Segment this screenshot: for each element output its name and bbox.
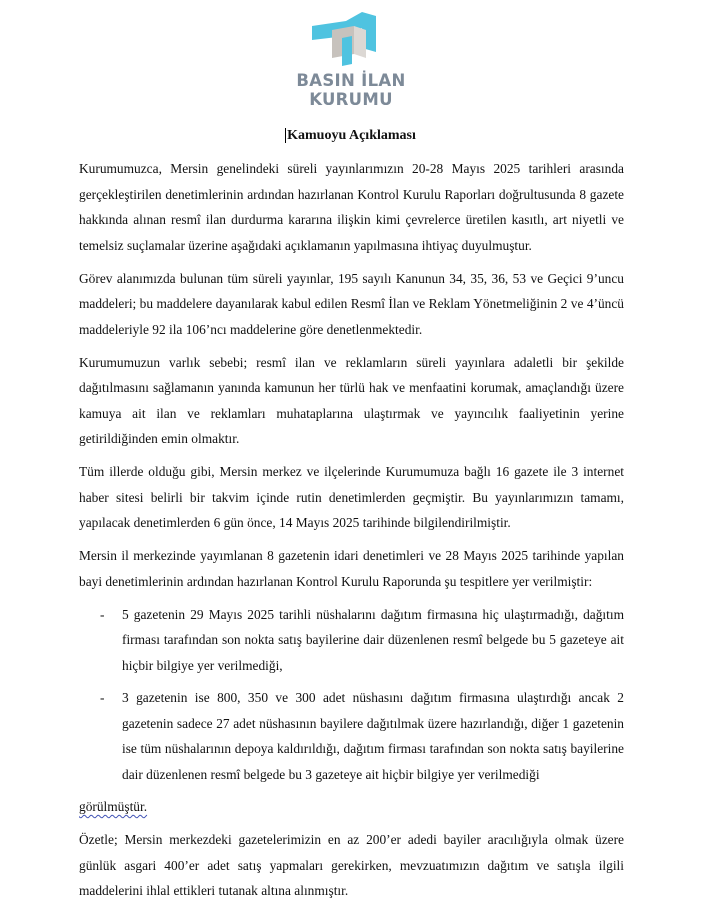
- paragraph-purpose: Kurumumuzun varlık sebebi; resmî ilan ve reklamların süreli yayınlara adaletli bir şekilde dağıtılmasını sağlamanın yanında kamunun her türlü hak ve menfaatini korumak, amaçlandığı üzere kamuya ait ilan ve reklamları muhataplarına ulaştırmak ve yayıncılık faaliyetinin yerine getirildiğinden emin olmaktır.: [79, 354, 624, 446]
- logo-text-line1: BASIN İLAN: [296, 71, 406, 90]
- paragraph-observed: [79, 794, 624, 820]
- paragraph-intro: Kurumumuzca, Mersin genelindeki süreli yayınlarımızın 20-28 Mayıs 2025 tarihleri arasında gerçekleştirilen denetimlerinin ardından hazırlanan Kontrol Kurulu Raporları doğrultusunda 8 gazete hakkında alınan resmî ilan durdurma kararına ilişkin kimi çevrelerce üretilen kasıtlı, art niyetli ve temelsiz suçlamalar üzerine aşağıdaki açıklamanın yapılmasına ihtiyaç duyulmuştur.: [79, 161, 624, 253]
- spellcheck-flagged-word[interactable]: görülmüştür.: [79, 799, 148, 814]
- paragraph-inspections: Tüm illerde olduğu gibi, Mersin merkez ve ilçelerinde Kurumumuza bağlı 16 gazete ile 3 internet haber sitesi belirli bir takvim içinde rutin denetimlerden geçmiştir. Bu yayınlarımızın tamamı, yapılacak denetimlerden 6 gün önce, 14 Mayıs 2025 tarihinde bilgilendirilmiştir.: [79, 464, 624, 530]
- logo-book-icon: [304, 8, 398, 68]
- paragraph-findings-intro: Mersin il merkezinde yayımlanan 8 gazetenin idari denetimleri ve 28 Mayıs 2025 tarihinde yapılan bayi denetimlerinin ardından hazırlanan Kontrol Kurulu Raporunda şu tespitlere yer verilmiştir:: [79, 548, 624, 589]
- document-title: [0, 128, 701, 144]
- list-dash: -: [100, 690, 105, 705]
- logo-text-line2: KURUMU: [309, 90, 393, 109]
- basin-ilan-kurumu-logo: [296, 8, 406, 114]
- list-item: [79, 602, 624, 679]
- list-item-text: 5 gazetenin 29 Mayıs 2025 tarihli nüshalarını dağıtım firmasına hiç ulaştırmadığı, dağıtım firması tarafından son nokta satış bayilerine dair düzenlenen resmî belgede bu 5 gazeteye ait hiçbir bilgiye yer verilmediği,: [122, 606, 624, 673]
- list-item: [79, 685, 624, 787]
- list-item-text: 3 gazetenin ise 800, 350 ve 300 adet nüshasını dağıtım firmasına ulaştırdığı ancak 2 gazetenin sadece 27 adet nüshasının bayilere dağıtılmak üzere hazırlandığı, diğer 1 gazetenin ise tüm nüshalarının depoya kaldırıldığı, dağıtım firması tarafından son nokta satış bayilerine dair düzenlenen resmî belgede bu 3 gazeteye ait hiçbir bilgiye yer verilmediği: [122, 690, 624, 782]
- paragraph-summary: Özetle; Mersin merkezdeki gazetelerimizin en az 200’er adedi bayiler aracılığıyla olmak üzere günlük asgari 400’er adet satış yapmaları gerekirken, mevzuatımızın dağıtım ve satışla ilgili maddelerini ihlal ettikleri tutanak altına alınmıştır.: [79, 832, 624, 898]
- paragraph-legal-basis: Görev alanımızda bulunan tüm süreli yayınlar, 195 sayılı Kanunun 34, 35, 36, 53 ve Geçici 9’uncu maddeleri; bu maddelere dayanılarak kabul edilen Resmî İlan ve Reklam Yönetmeliğinin 2 ve 4’üncü maddeleriyle 92 ila 106’ncı maddelerine göre denetlenmektedir.: [79, 270, 624, 337]
- document-title-text: Kamuoyu Açıklaması: [287, 128, 416, 143]
- list-dash: -: [100, 606, 105, 622]
- document-body[interactable]: [79, 156, 624, 911]
- text-cursor: [285, 128, 286, 143]
